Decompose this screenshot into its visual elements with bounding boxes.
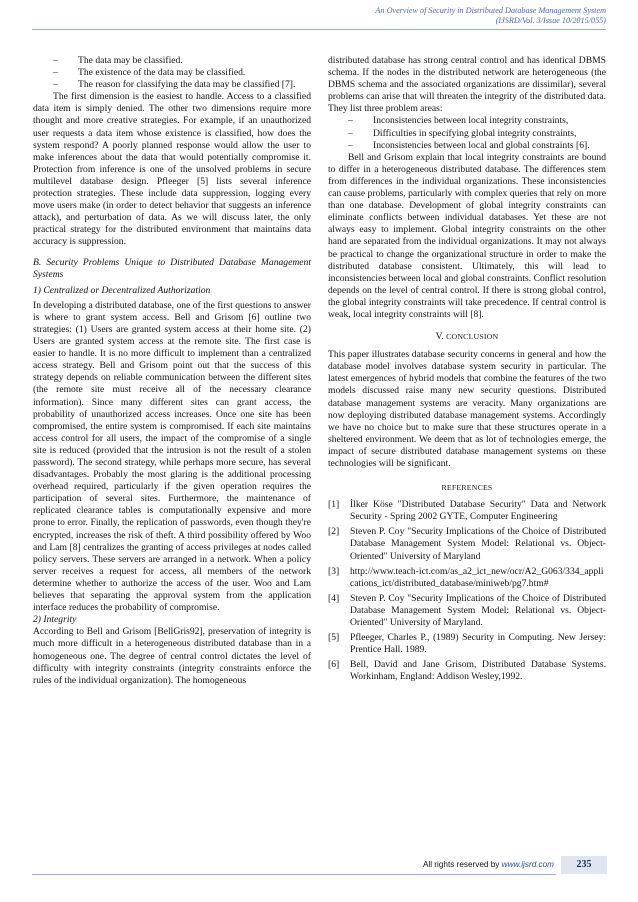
- section-title: CONCLUSION: [446, 332, 499, 342]
- subsection-heading: 2) Integrity: [33, 614, 77, 626]
- reference-text: Steven P. Coy "Security Implications of the Choice of Distributed Database Management System Model: Relational vs. Object-Oriented" University of Maryland: [350, 526, 606, 562]
- section-heading-conclusion: [328, 331, 606, 343]
- bullet-item: – The reason for classifying the data may be classified [7].: [53, 79, 296, 91]
- body-paragraph: Bell and Grisom explain that local integrity constraints are bound to differ in a heterogeneous distributed database. The differences stem from differences in the individual organizations. These inconsistencies can cause problems, particularly with complex queries that rely on more than one database. Development of global integrity constraints can eliminate conflicts between individual databases. Yet these are not always easy to implement. Global integrity constraints on the other hand are separated from the individual organizations. It may not always be practical to change the organizational structure in order to make the distributed database consistent. Ultimately, this will lead to inconsistencies between local and global constraints. Conflict resolution depends on the level of central control. If there is strong global control, the global integrity constraints will take precedence. If central control is weak, local integrity constraints will [8].: [328, 151, 606, 320]
- bullet-item: – Inconsistencies between local integrity constraints,: [348, 115, 569, 127]
- page-footer: [0, 856, 638, 876]
- reference-text: İlker Köse "Distributed Database Security" Data and Network Security - Spring 2002 GYTE, Computer Engineering: [350, 499, 606, 523]
- reference-item: [328, 499, 606, 523]
- subsection-heading: 1) Centralized or Decentralized Authorization: [33, 284, 211, 296]
- footer-rights: All rights reserved by www.ijsrd.com: [422, 860, 554, 869]
- reference-text: Bell, David and Jane Grisom, Distributed Database Systems. Workinham, England: Addison Wesley,1992.: [350, 659, 606, 683]
- right-column: [328, 55, 606, 687]
- reference-number: [3]: [328, 565, 340, 577]
- reference-number: [4]: [328, 592, 340, 604]
- running-header: [375, 6, 606, 26]
- reference-number: [2]: [328, 526, 340, 538]
- bullet-item: – The existence of the data may be classified.: [53, 67, 246, 79]
- reference-number: [5]: [328, 632, 340, 644]
- reference-item: [328, 526, 606, 562]
- section-heading-b: B. Security Problems Unique to Distributed Database Management Systems: [33, 256, 311, 280]
- reference-item: [328, 593, 606, 629]
- reference-number: [1]: [328, 499, 340, 511]
- header-divider: [32, 29, 606, 30]
- reference-text: Steven P. Coy "Security Implications of the Choice of Distributed Database Management System Model: Relational vs. Object-Oriented" University of Maryland.: [350, 592, 606, 629]
- footer-site-link[interactable]: www.ijsrd.com: [501, 860, 554, 869]
- footer-divider: [32, 874, 556, 875]
- reference-number: [6]: [328, 659, 340, 671]
- reference-item: [328, 632, 606, 656]
- references-heading: REFERENCES: [441, 483, 493, 493]
- reference-item: [328, 566, 606, 590]
- header-journal: (IJSRD/Vol. 3/Issue 10/2015/055): [495, 16, 606, 25]
- section-number: V.: [435, 331, 444, 343]
- body-paragraph: In developing a distributed database, one of the first questions to answer is where to grant system access. Bell and Grisom [6] outline two strategies: (1) Users are granted system access at their home site. (2) Users are granted system access at the remote site. The first case is easier to handle. It is no more difficult to implement than a centralized access strategy. Bell and Grisom point out that the success of this strategy depends on reliable communication between the different sites (the remote site must receive all of the necessary clearance information). Since many different sites can grant access, the probability of unauthorized access increases. Once one site has been compromised, the entire system is compromised. If each site maintains access control for all users, the impact of the compromise of a single site is reduced (provided that the intrusion is not the result of a stolen password). The second strategy, while perhaps more secure, has several disadvantages. Probably the most glaring is the additional processing overhead required, particularly if the given operation requires the participation of several sites. Furthermore, the maintenance of replicated clearance tables is computationally expensive and more prone to error. Finally, the replication of passwords, even though they're encrypted, increases the risk of theft. A third possibility offered by Woo and Lam [8] centralizes the granting of access privileges at nodes called policy servers. These servers are arranged in a network. When a policy server receives a request for access, all members of the network determine whether to authorize the access of the user. Woo and Lam believes that separating the approval system from the application interface reduces the probability of compromise.: [33, 299, 311, 614]
- bullet-item: – The data may be classified.: [53, 55, 183, 66]
- bullet-item: – Inconsistencies between local and global constraints [6].: [348, 139, 590, 151]
- reference-text: Pfleeger, Charles P., (1989) Security in Computing. New Jersey: Prentice Hall. 1989.: [350, 632, 606, 656]
- body-paragraph: The first dimension is the easiest to handle. Access to a classified data item is simply denied. The other two dimensions require more thought and more creative strategies. For example, if an unauthorized user requests a data item whose existence is classified, how does the system respond? A poorly planned response would allow the user to make inferences about the data that would potentially compromise it. Protection from inference is one of the unsolved problems in secure multilevel database design. Pfleeger [5] lists several inference protection strategies. These include data suppression, logging every move users make (in order to detect behavior that suggests an inference attack), and perturbation of data. As we will discuss later, the only practical strategy for the distributed environment that maintains data accuracy is suppression.: [33, 91, 311, 248]
- references-list: [328, 499, 606, 683]
- left-column: [33, 55, 311, 687]
- body-paragraph: distributed database has strong central control and has identical DBMS schema. If the nodes in the distributed network are heterogeneous (the DBMS schema and the associated organizations are dissimilar), several problems can arise that will threaten the integrity of the distributed data. They list three problem areas:: [328, 55, 606, 115]
- bullet-item: – Difficulties in specifying global integrity constraints,: [348, 127, 577, 139]
- body-paragraph: This paper illustrates database security concerns in general and how the database model involves database system security in particular. The latest emergences of hybrid models that combine the features of the two models discussed raise many new security questions. Distributed database management systems are veracity. Many organizations are now deploying distributed database management systems. Accordingly we have no choice but to make sure that these structures operate in a sheltered environment. We deem that as lot of technologies emerge, the impact of secure distributed database management systems on these technologies will be significant.: [328, 349, 606, 469]
- body-paragraph: According to Bell and Grisom [BellGris92], preservation of integrity is much more difficult in a heterogeneous distributed database than in a homogeneous one. The degree of central control dictates the level of difficulty with integrity constraints (integrity constraints enforce the rules of the individual organization). The homogeneous: [33, 626, 311, 686]
- header-title: An Overview of Security in Distributed Database Management System: [375, 6, 606, 15]
- page-number: 235: [561, 856, 607, 874]
- reference-item: [328, 659, 606, 683]
- reference-text: http://www.teach-ict.com/as_a2_ict_new/ocr/A2_G063/334_applications_ict/distributed_database/miniweb/pg7.htm#: [350, 565, 604, 589]
